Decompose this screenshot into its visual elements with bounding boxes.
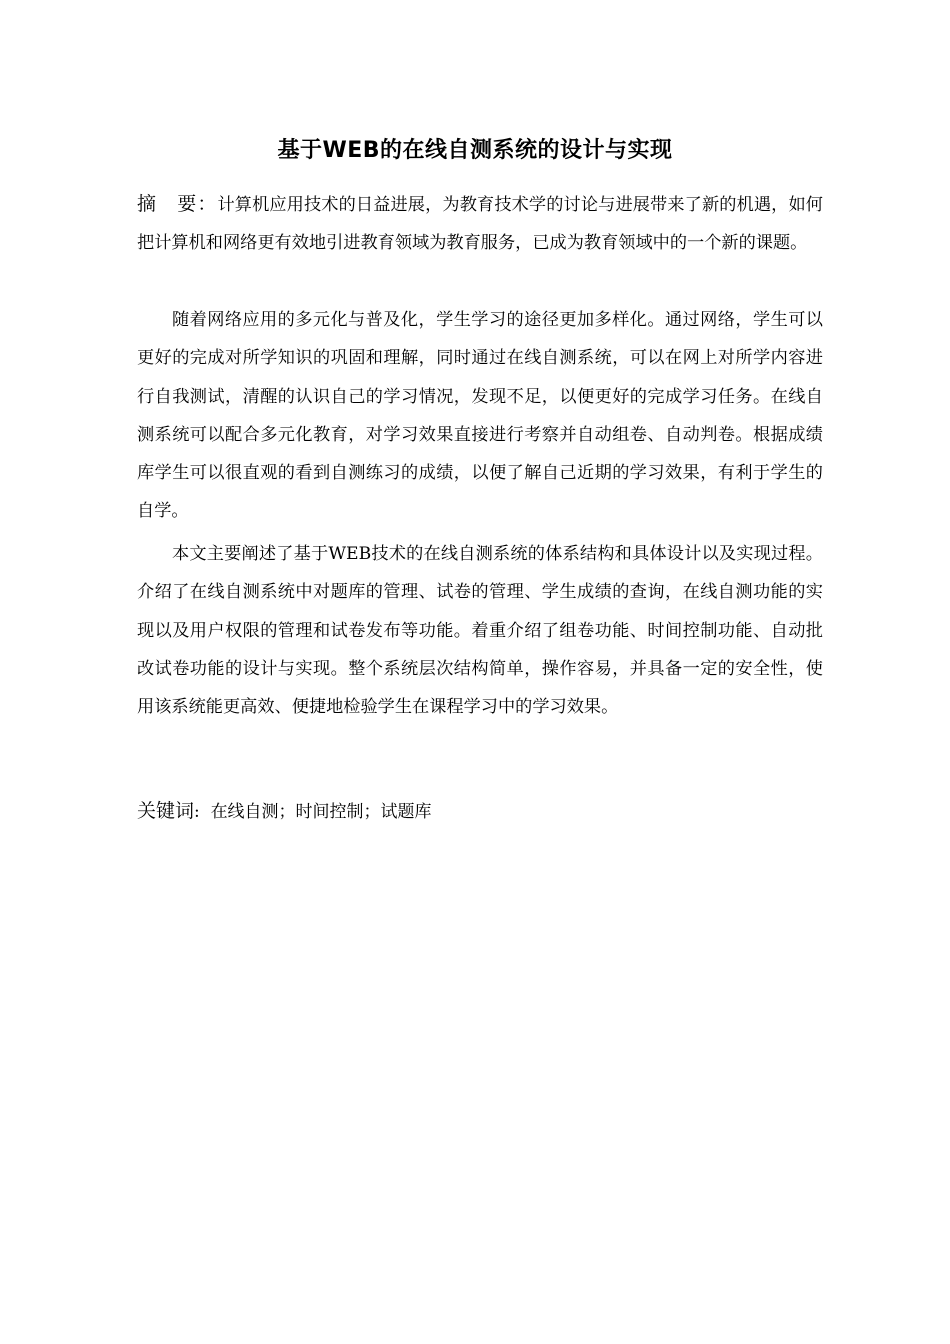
abstract-paragraph [137, 185, 823, 263]
keywords-separator: : [194, 802, 200, 822]
abstract-text: 计算机应用技术的日益进展，为教育技术学的讨论与进展带来了新的机遇，如何把计算机和网络更有效地引进教育领域为教育服务，已成为教育领域中的一个新的课题。 [137, 195, 823, 254]
abstract-paragraph-3: 本文主要阐述了基于WEB技术的在线自测系统的体系结构和具体设计以及实现过程。介绍了在线自测系统中对题库的管理、试卷的管理、学生成绩的查询，在线自测功能的实现以及用户权限的管理和试卷发布等功能。着重介绍了组卷功能、时间控制功能、自动批改试卷功能的设计与实现。整个系统层次结构简单，操作容易，并具备一定的安全性，使用该系统能更高效、便捷地检验学生在课程学习中的学习效果。 [137, 544, 823, 718]
document-title: 基于WEB的在线自测系统的设计与实现 [277, 138, 673, 163]
keywords-label: 关键词 [137, 800, 195, 822]
abstract-paragraph-2: 随着网络应用的多元化与普及化，学生学习的途径更加多样化。通过网络，学生可以更好的完成对所学知识的巩固和理解，同时通过在线自测系统，可以在网上对所学内容进行自我测试，清醒的认识自己的学习情况，发现不足，以便更好的完成学习任务。在线自测系统可以配合多元化教育，对学习效果直接进行考察并自动组卷、自动判卷。根据成绩库学生可以很直观的看到自测练习的成绩，以便了解自己近期的学习效果，有利于学生的自学。 [137, 310, 823, 522]
keywords-line [137, 794, 823, 829]
abstract-label: 摘 要： [137, 193, 218, 215]
keywords-text: 在线自测；时间控制；试题库 [210, 802, 432, 822]
